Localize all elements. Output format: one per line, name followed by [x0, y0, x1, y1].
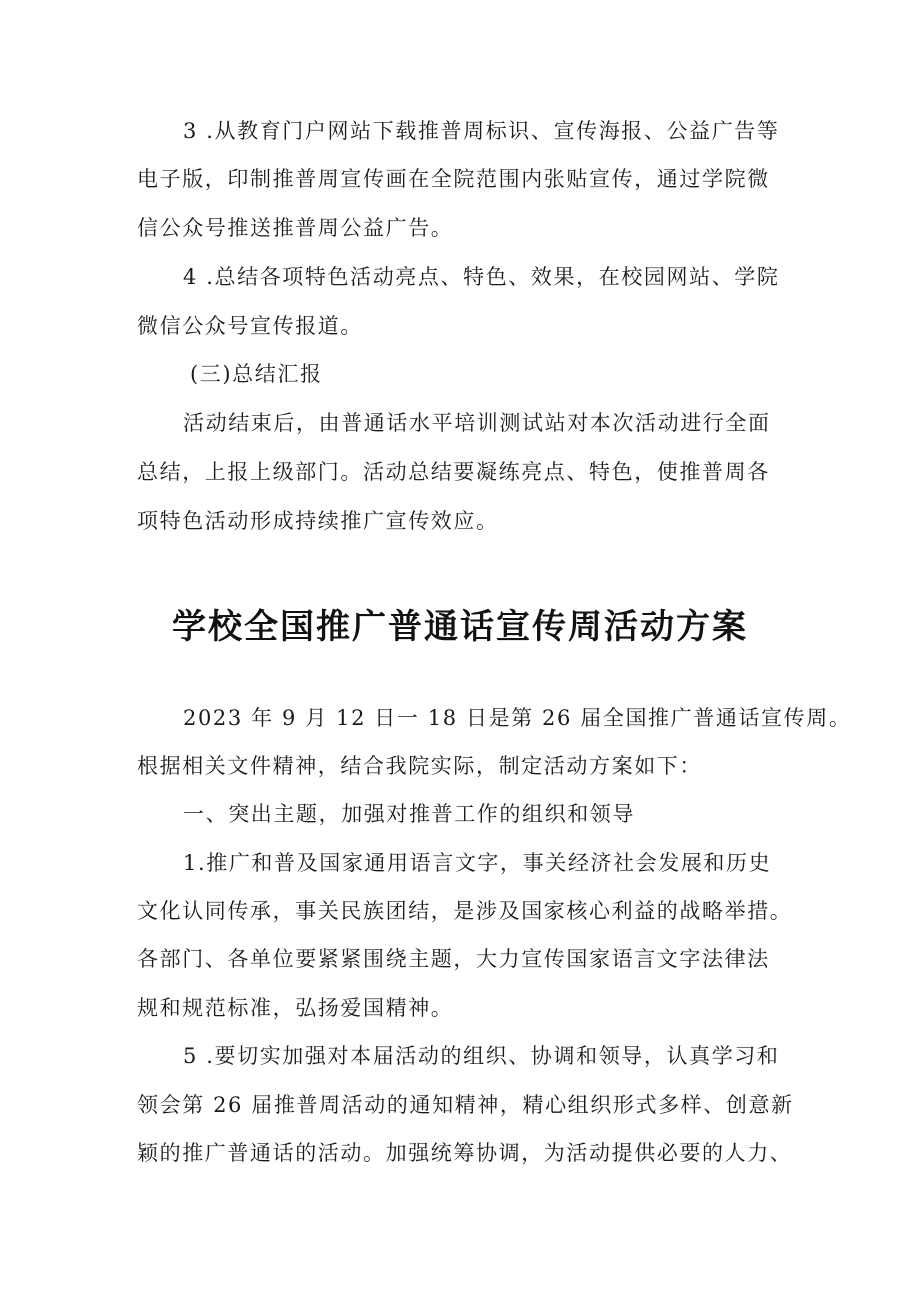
point1-line-1: 1.推广和普及国家通用语言文字，事关经济社会发展和历史 — [183, 851, 772, 875]
item3-line-2: 电子版，印制推普周宣传画在全院范围内张贴宣传，通过学院微 — [137, 167, 770, 191]
item4-line-2: 微信公众号宣传报道。 — [137, 314, 363, 338]
summary-line-3: 项特色活动形成持续推广宣传效应。 — [137, 509, 499, 533]
point1-line-3: 各部门、各单位要紧紧围绕主题，大力宣传国家语言文字法律法 — [137, 947, 770, 971]
point5-line-1: 5 .要切实加强对本届活动的组织、协调和领导，认真学习和 — [183, 1044, 780, 1068]
item3-line-1: 3 .从教育门户网站下载推普周标识、宣传海报、公益广告等 — [183, 119, 780, 143]
point5-line-2: 领会第 26 届推普周活动的通知精神，精心组织形式多样、创意新 — [137, 1093, 794, 1117]
intro-line-2: 根据相关文件精神，结合我院实际，制定活动方案如下： — [137, 754, 702, 778]
summary-line-2: 总结，上报上级部门。活动总结要凝练亮点、特色，使推普周各 — [137, 460, 770, 484]
point1-line-2: 文化认同传承，事关民族团结，是涉及国家核心利益的战略举措。 — [137, 899, 793, 923]
section1-heading: 一、突出主题，加强对推普工作的组织和领导 — [183, 802, 635, 826]
document-title: 学校全国推广普通话宣传周活动方案 — [172, 607, 748, 647]
subheading-summary-report: (三)总结汇报 — [190, 362, 323, 386]
summary-line-1: 活动结束后，由普通话水平培训测试站对本次活动进行全面 — [183, 411, 771, 435]
point1-line-4: 规和规范标准，弘扬爱国精神。 — [137, 996, 454, 1020]
point5-line-3: 颖的推广普通话的活动。加强统筹协调，为活动提供必要的人力、 — [137, 1141, 793, 1165]
item3-line-3: 信公众号推送推普周公益广告。 — [137, 216, 454, 240]
intro-line-1: 2023 年 9 月 12 日一 18 日是第 26 届全国推广普通话宣传周。 — [183, 706, 852, 730]
item4-line-1: 4 .总结各项特色活动亮点、特色、效果，在校园网站、学院 — [183, 265, 780, 289]
